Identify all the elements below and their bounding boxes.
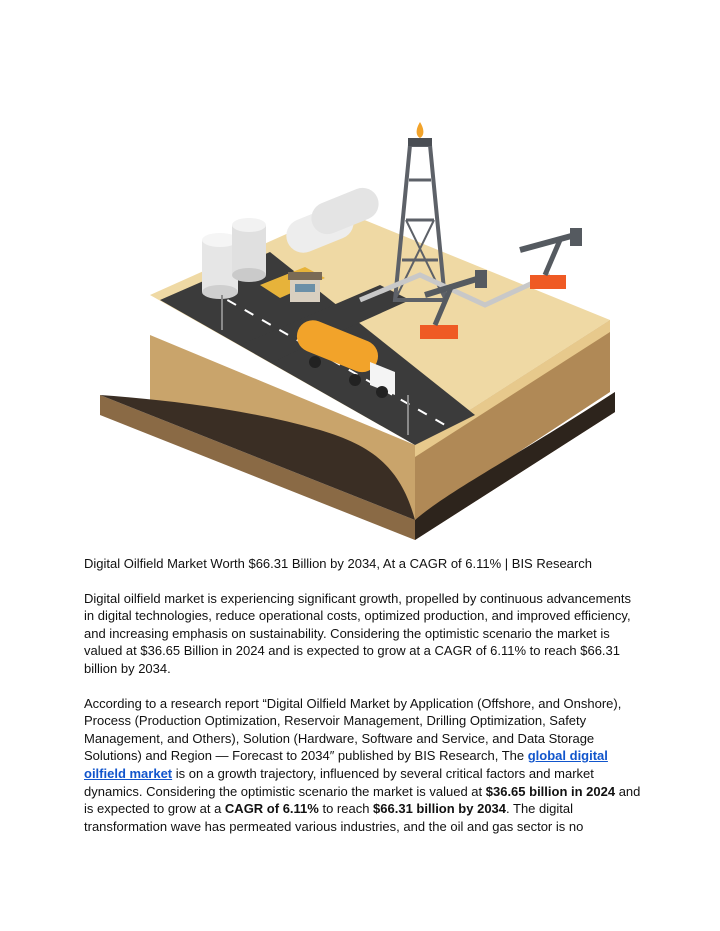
pumpjack-2	[520, 228, 582, 289]
oilfield-illustration	[90, 100, 630, 540]
paragraph-2-after-link: is on a growth trajectory, influenced by several critical factors and market dynamics. Considering the optimistic scenario the market is valued at	[84, 765, 594, 799]
paragraph-2	[84, 695, 644, 836]
cagr-value: CAGR of 6.11%	[224, 801, 319, 817]
paragraph-2-tail: . The digital transformation wave has permeated various industries, and the oil and gas sector is no	[84, 801, 584, 834]
document-body	[84, 555, 644, 852]
guard-booth	[288, 272, 322, 302]
paragraph-2-intro: According to a research report “Digital Oilfield Market by Application (Offshore, and Onshore), Process (Production Optimization, Reservoir Management, Drilling Optimization, Safety Management, and Others), Solution (Hardware, Software and Service, and Data Storage Solutions) and Region — Forecast to 2034″ published by BIS Research, The	[84, 695, 622, 764]
document-title: Digital Oilfield Market Worth $66.31 Billion by 2034, At a CAGR of 6.11% | BIS Research	[84, 556, 592, 571]
paragraph-2-mid1: and is expected to grow at a	[84, 783, 641, 817]
value-2024: $36.65 billion in 2024	[485, 783, 616, 799]
paragraph-2-mid2: to reach	[318, 801, 374, 817]
value-2034: $66.31 billion by 2034	[373, 801, 507, 817]
storage-tank-2	[232, 218, 266, 282]
global-digital-oilfield-market-link[interactable]: global digital oilfield market	[84, 748, 608, 781]
paragraph-1: Digital oilfield market is experiencing significant growth, propelled by continuous advancements in digital technologies, reduce operational costs, optimized production, and improved efficiency, and increasing emphasis on sustainability. Considering the optimistic scenario the market is valued at $36.65 Billion in 2024 and is expected to grow at a CAGR of 6.11% to reach $66.31 billion by 2034.	[84, 590, 632, 676]
